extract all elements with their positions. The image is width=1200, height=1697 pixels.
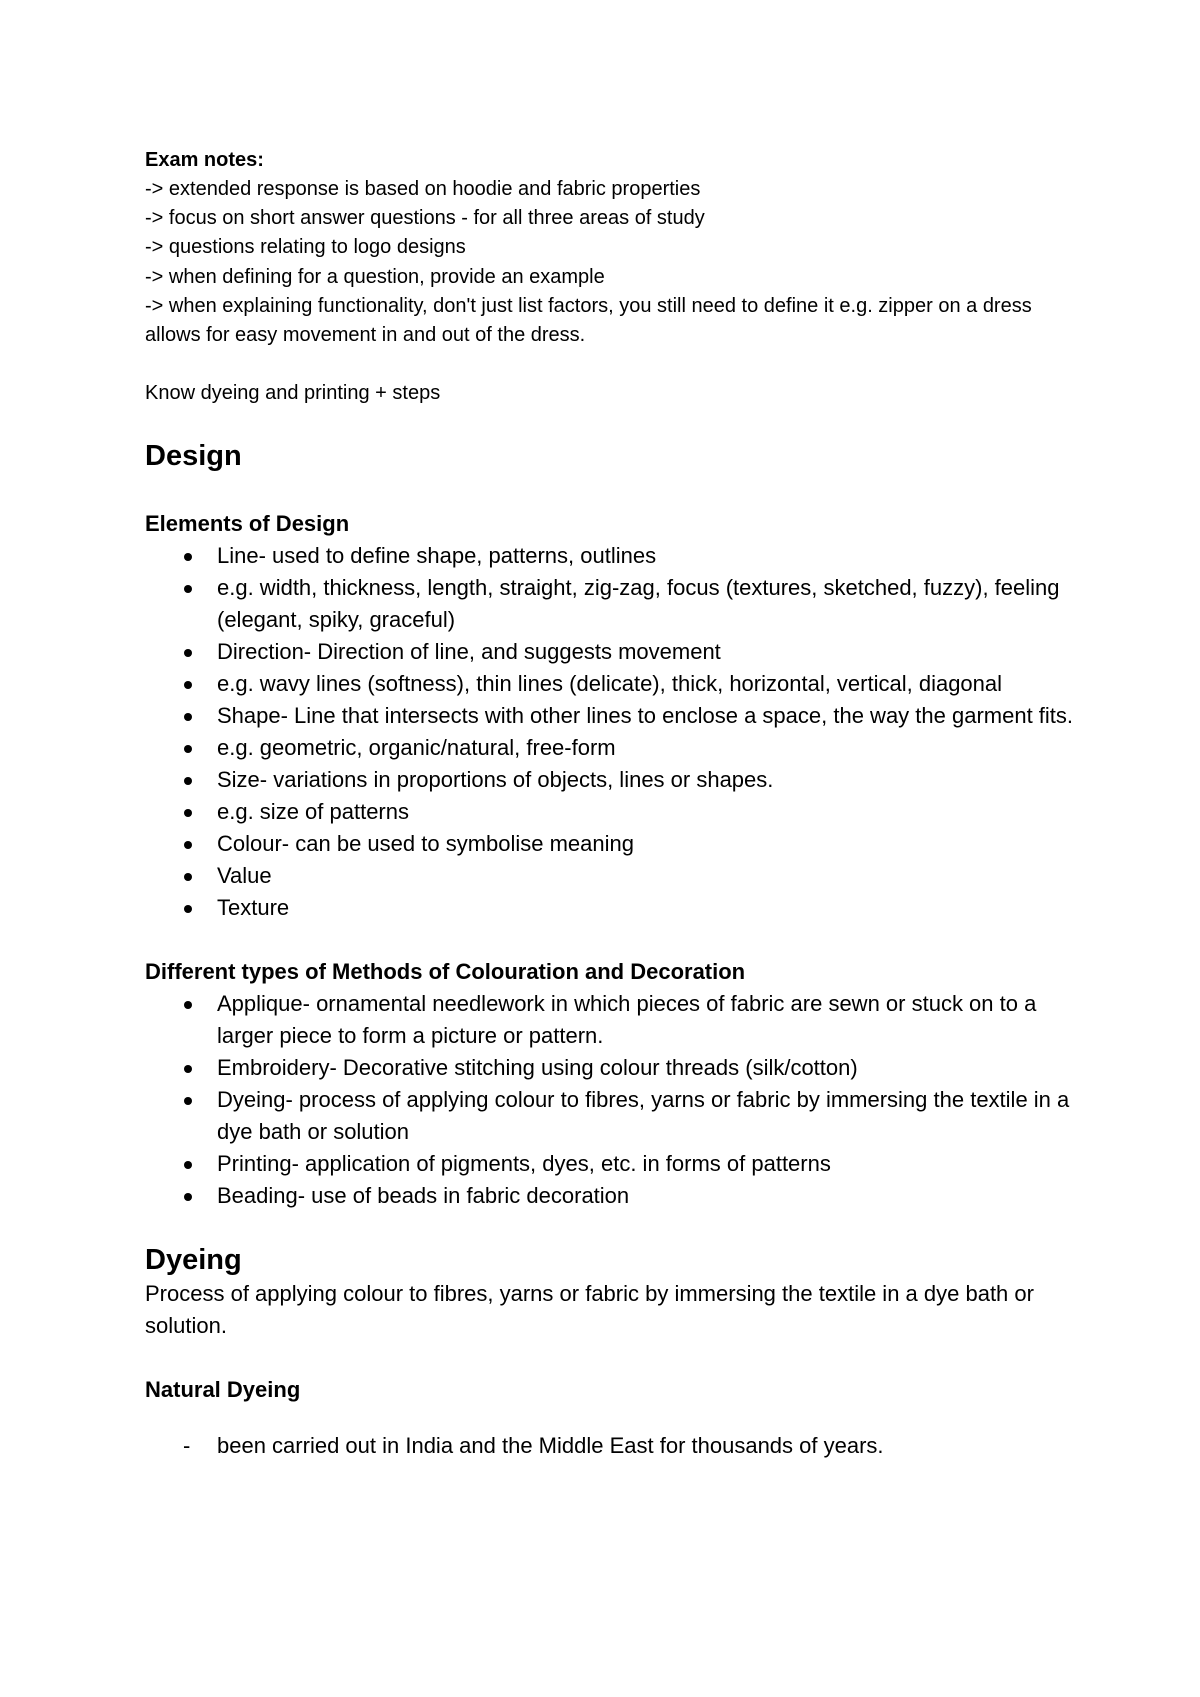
elements-of-design-heading: Elements of Design — [145, 511, 350, 537]
bullet-icon — [184, 873, 192, 881]
methods-list — [145, 988, 1075, 1212]
bullet-icon — [184, 649, 192, 657]
bullet-icon — [184, 841, 192, 849]
design-heading: Design — [145, 440, 242, 473]
bullet-icon — [184, 1161, 192, 1169]
list-item: e.g. size of patterns — [145, 796, 1075, 828]
exam-note-line: -> when defining for a question, provide an example — [145, 265, 605, 288]
dyeing-definition: Process of applying colour to fibres, yarns or fabric by immersing the textile in a dye bath or solution. — [145, 1281, 1034, 1339]
list-item: e.g. wavy lines (softness), thin lines (delicate), thick, horizontal, vertical, diagonal — [145, 668, 1075, 700]
dyeing-heading: Dyeing — [145, 1244, 242, 1277]
bullet-icon — [184, 1193, 192, 1201]
elements-of-design-list — [145, 540, 1075, 924]
bullet-icon — [184, 553, 192, 561]
bullet-icon — [184, 809, 192, 817]
methods-heading: Different types of Methods of Colouration and Decoration — [145, 959, 746, 985]
exam-note-line: -> questions relating to logo designs — [145, 236, 466, 259]
bullet-icon — [184, 681, 192, 689]
list-item: Shape- Line that intersects with other lines to enclose a space, the way the garment fits. — [145, 700, 1075, 732]
bullet-icon — [184, 745, 192, 753]
list-item: Line- used to define shape, patterns, outlines — [145, 540, 1075, 572]
exam-note-line: -> focus on short answer questions - for all three areas of study — [145, 207, 705, 230]
bullet-icon — [184, 1065, 192, 1073]
natural-dyeing-list — [145, 1430, 1075, 1462]
bullet-icon — [184, 1001, 192, 1009]
bullet-icon — [184, 777, 192, 785]
list-item: Direction- Direction of line, and suggests movement — [145, 636, 1075, 668]
list-item: Applique- ornamental needlework in which pieces of fabric are sewn or stuck on to a larger piece to form a picture or pattern. — [145, 988, 1075, 1052]
bullet-icon — [184, 1097, 192, 1105]
list-item: Dyeing- process of applying colour to fibres, yarns or fabric by immersing the textile in a dye bath or solution — [145, 1084, 1075, 1148]
list-item: Beading- use of beads in fabric decoration — [145, 1180, 1075, 1212]
exam-notes-title: Exam notes: — [145, 149, 264, 171]
bullet-icon — [184, 713, 192, 721]
list-item: - been carried out in India and the Middle East for thousands of years. — [145, 1430, 1075, 1462]
know-dyeing-line: Know dyeing and printing + steps — [145, 382, 441, 405]
bullet-icon — [184, 585, 192, 593]
dash-icon: - — [183, 1433, 191, 1459]
list-item: Colour- can be used to symbolise meaning — [145, 828, 1075, 860]
list-item: Printing- application of pigments, dyes, etc. in forms of patterns — [145, 1148, 1075, 1180]
list-item: Value — [145, 860, 1075, 892]
exam-note-line: -> when explaining functionality, don't just list factors, you still need to define it e.g. zipper on a dress allows for easy movement in and out of the dress. — [145, 294, 1032, 347]
list-item: e.g. width, thickness, length, straight, zig-zag, focus (textures, sketched, fuzzy), feeling (elegant, spiky, graceful) — [145, 572, 1075, 636]
list-item: Embroidery- Decorative stitching using colour threads (silk/cotton) — [145, 1052, 1075, 1084]
bullet-icon — [184, 905, 192, 913]
list-item: Texture — [145, 892, 1075, 924]
list-item: e.g. geometric, organic/natural, free-form — [145, 732, 1075, 764]
natural-dyeing-heading: Natural Dyeing — [145, 1377, 301, 1403]
document-page — [145, 146, 1075, 1462]
list-item: Size- variations in proportions of objects, lines or shapes. — [145, 764, 1075, 796]
exam-note-line: -> extended response is based on hoodie and fabric properties — [145, 178, 701, 200]
